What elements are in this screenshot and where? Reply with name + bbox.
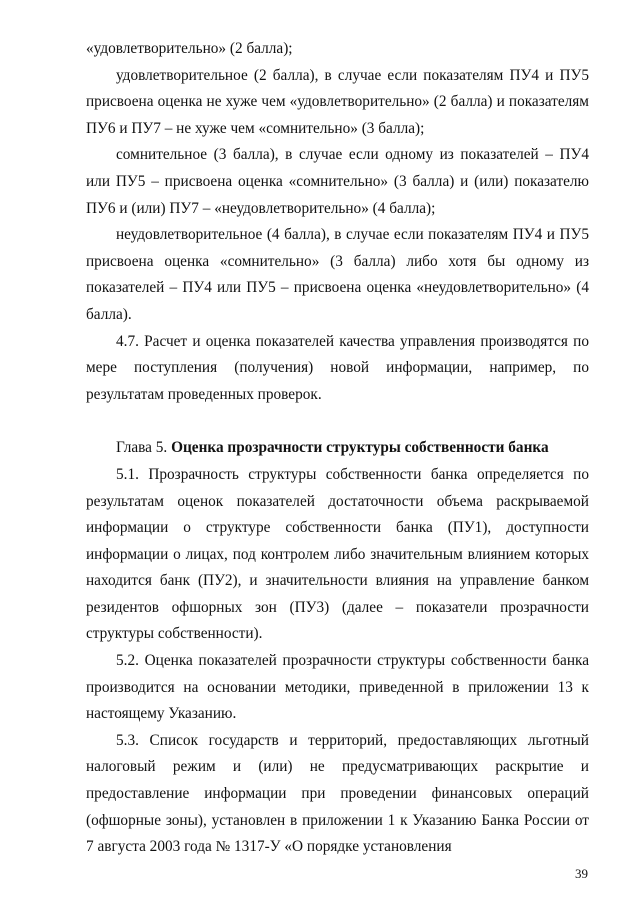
body-text <box>86 36 589 861</box>
chapter-label: Глава 5. <box>116 439 168 457</box>
chapter-heading <box>86 435 589 462</box>
paragraph-5-2: 5.2. Оценка показателей прозрачности структуры собственности банка производится на основании методики, приведенной в приложении 13 к настоящему Указанию. <box>86 652 589 723</box>
paragraph-5-3: 5.3. Список государств и территорий, предоставляющих льготный налоговый режим и (или) не предусматривающих раскрытие и предоставление информации при проведении финансовых операций (офшорные зоны), установлен в приложении 1 к Указанию Банка России от 7 августа 2003 года № 1317-У «О порядке установления <box>86 731 589 856</box>
paragraph-4-7: 4.7. Расчет и оценка показателей качества управления производятся по мере поступления (получения) новой информации, например, по результатам проведенных проверок. <box>86 332 589 403</box>
chapter-title: Оценка прозрачности структуры собственности банка <box>171 439 549 457</box>
paragraph-continuation: «удовлетворительно» (2 балла); <box>86 40 293 57</box>
paragraph-5-1: 5.1. Прозрачность структуры собственности банка определяется по результатам оценок показателей достаточности объема раскрываемой информации о структуре собственности банка (ПУ1), доступности информации о лицах, под контролем либо значительным влиянием которых находится банк (ПУ2), и значительности влияния на управление банком резидентов офшорных зон (ПУ3) (далее – показатели прозрачности структуры собственности). <box>86 465 589 643</box>
paragraph-satisfactory: удовлетворительное (2 балла), в случае если показателям ПУ4 и ПУ5 присвоена оценка не хуже чем «удовлетворительно» (2 балла) и показателям ПУ6 и ПУ7 – не хуже чем «сомнительно» (3 балла); <box>86 66 589 137</box>
page-number: 39 <box>575 866 588 881</box>
paragraph-unsatisfactory: неудовлетворительное (4 балла), в случае если показателям ПУ4 и ПУ5 присвоена оценка «сомнительно» (3 балла) либо хотя бы одному из показателей – ПУ4 или ПУ5 – присвоена оценка «неудовлетворительно» (4 балла). <box>86 226 589 323</box>
paragraph-doubtful: сомнительное (3 балла), в случае если одному из показателей – ПУ4 или ПУ5 – присвоена оценка «сомнительно» (3 балла) и (или) показателю ПУ6 и (или) ПУ7 – «неудовлетворительно» (4 балла); <box>86 146 589 217</box>
